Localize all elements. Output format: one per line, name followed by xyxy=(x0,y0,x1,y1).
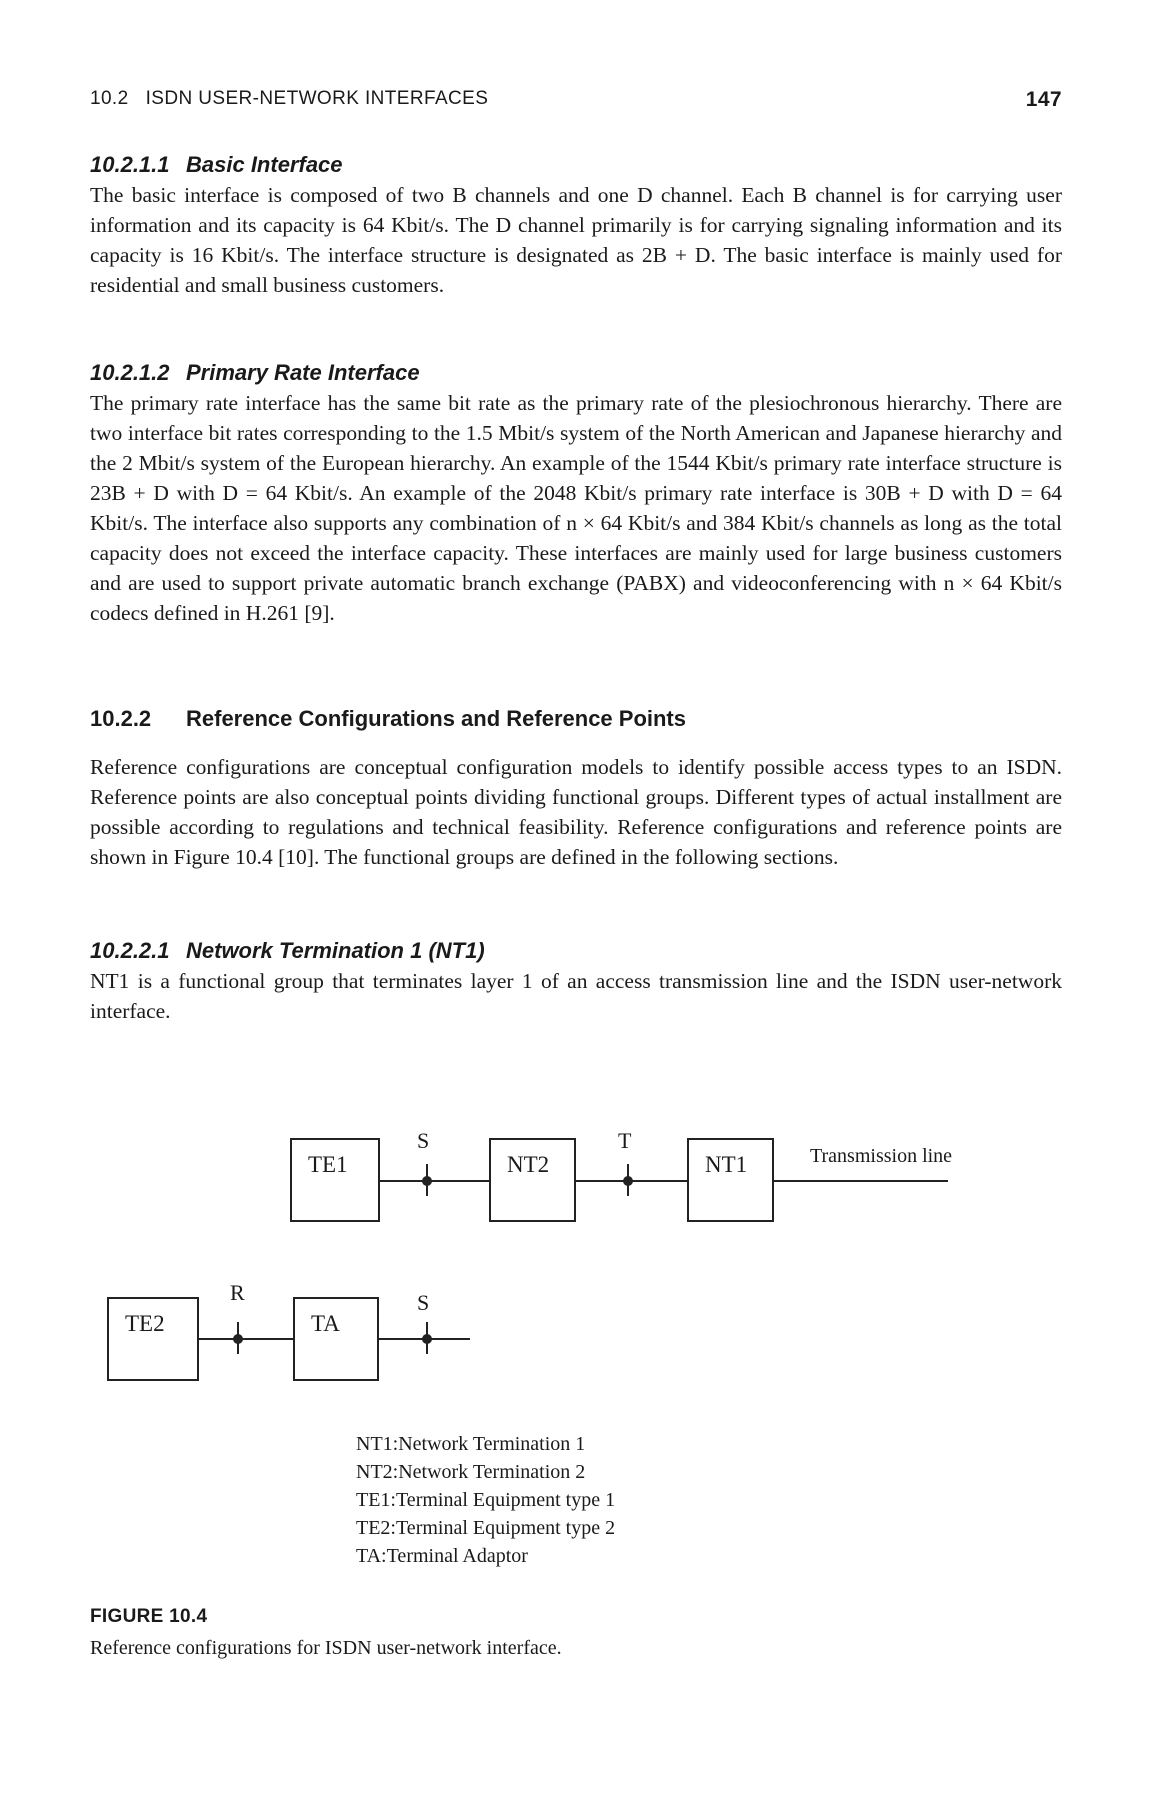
box-nt2 xyxy=(489,1138,576,1222)
legend-item: TE1:Terminal Equipment type 1 xyxy=(356,1489,616,1511)
legend-item: TE2:Terminal Equipment type 2 xyxy=(356,1517,616,1539)
section-title: Reference Configurations and Reference Points xyxy=(186,706,686,731)
figure-caption: Reference configurations for ISDN user-network interface. xyxy=(90,1637,562,1659)
box-te2-label: TE2 xyxy=(125,1311,165,1336)
legend-item: NT2:Network Termination 2 xyxy=(356,1461,586,1483)
box-te1-label: TE1 xyxy=(308,1152,348,1177)
section-paragraph: The basic interface is composed of two B channels and one D channel. Each B channel is for carrying user information and its capacity is 64 Kbit/s. The D channel primarily is for carrying signaling information and its capacity is 16 Kbit/s. The interface structure is designated as 2B + D. The basic interface is mainly used for residential and small business customers. xyxy=(90,183,1062,297)
s-point-dot-bottom xyxy=(422,1334,432,1344)
box-ta xyxy=(293,1297,379,1381)
box-te1 xyxy=(290,1138,380,1222)
legend-item: TA:Terminal Adaptor xyxy=(356,1545,528,1567)
box-nt1-label: NT1 xyxy=(705,1152,748,1177)
section-number: 10.2.2.1 xyxy=(90,938,170,963)
section-paragraph: Reference configurations are conceptual configuration models to identify possible access types to an ISDN. Reference points are also conceptual points dividing functional groups. Different types of actual installment are possible according to regulations and technical feasibility. Reference configurations and reference points are shown in Figure 10.4 [10]. The functional groups are defined in the following sections. xyxy=(90,755,1062,869)
box-te2 xyxy=(107,1297,199,1381)
figure-legend xyxy=(356,1430,615,1570)
section-title: Basic Interface xyxy=(186,152,343,177)
s-point-dot xyxy=(422,1176,432,1186)
t-point-dot xyxy=(623,1176,633,1186)
legend-item: NT1:Network Termination 1 xyxy=(356,1433,586,1455)
running-head-title: 10.2 ISDN USER-NETWORK INTERFACES xyxy=(90,88,489,109)
transmission-line-label: Transmission line xyxy=(810,1145,953,1167)
ref-point-t-top: T xyxy=(618,1128,632,1153)
section-title: Network Termination 1 (NT1) xyxy=(186,938,485,963)
figure-label: FIGURE 10.4 xyxy=(90,1606,208,1627)
box-nt2-label: NT2 xyxy=(507,1152,550,1177)
section-number: 10.2.2 xyxy=(90,706,152,731)
ref-point-s-bottom: S xyxy=(417,1290,430,1315)
r-point-dot xyxy=(233,1334,243,1344)
ref-point-s-top: S xyxy=(417,1128,430,1153)
box-ta-label: TA xyxy=(311,1311,340,1336)
section-number: 10.2.1.1 xyxy=(90,152,170,177)
section-paragraph: NT1 is a functional group that terminates layer 1 of an access transmission line and the ISDN user-network interface. xyxy=(90,969,1062,1023)
section-title: Primary Rate Interface xyxy=(186,360,420,385)
box-nt1 xyxy=(687,1138,774,1222)
page-number: 147 xyxy=(1025,88,1062,111)
section-number: 10.2.1.2 xyxy=(90,360,170,385)
ref-point-r-bottom: R xyxy=(230,1280,245,1305)
section-paragraph: The primary rate interface has the same bit rate as the primary rate of the plesiochronous hierarchy. There are two interface bit rates corresponding to the 1.5 Mbit/s system of the North American and Japanese hierarchy and the 2 Mbit/s system of the European hierarchy. An example of the 1544 Kbit/s primary rate interface structure is 23B + D with D = 64 Kbit/s. An example of the 2048 Kbit/s primary rate interface is 30B + D with D = 64 Kbit/s. The interface also supports any combination of n × 64 Kbit/s and 384 Kbit/s channels as long as the total capacity does not exceed the interface capacity. These interfaces are mainly used for large business customers and are used to support private automatic branch exchange (PABX) and videoconferencing with n × 64 Kbit/s codecs defined in H.261 [9]. xyxy=(90,391,1062,625)
